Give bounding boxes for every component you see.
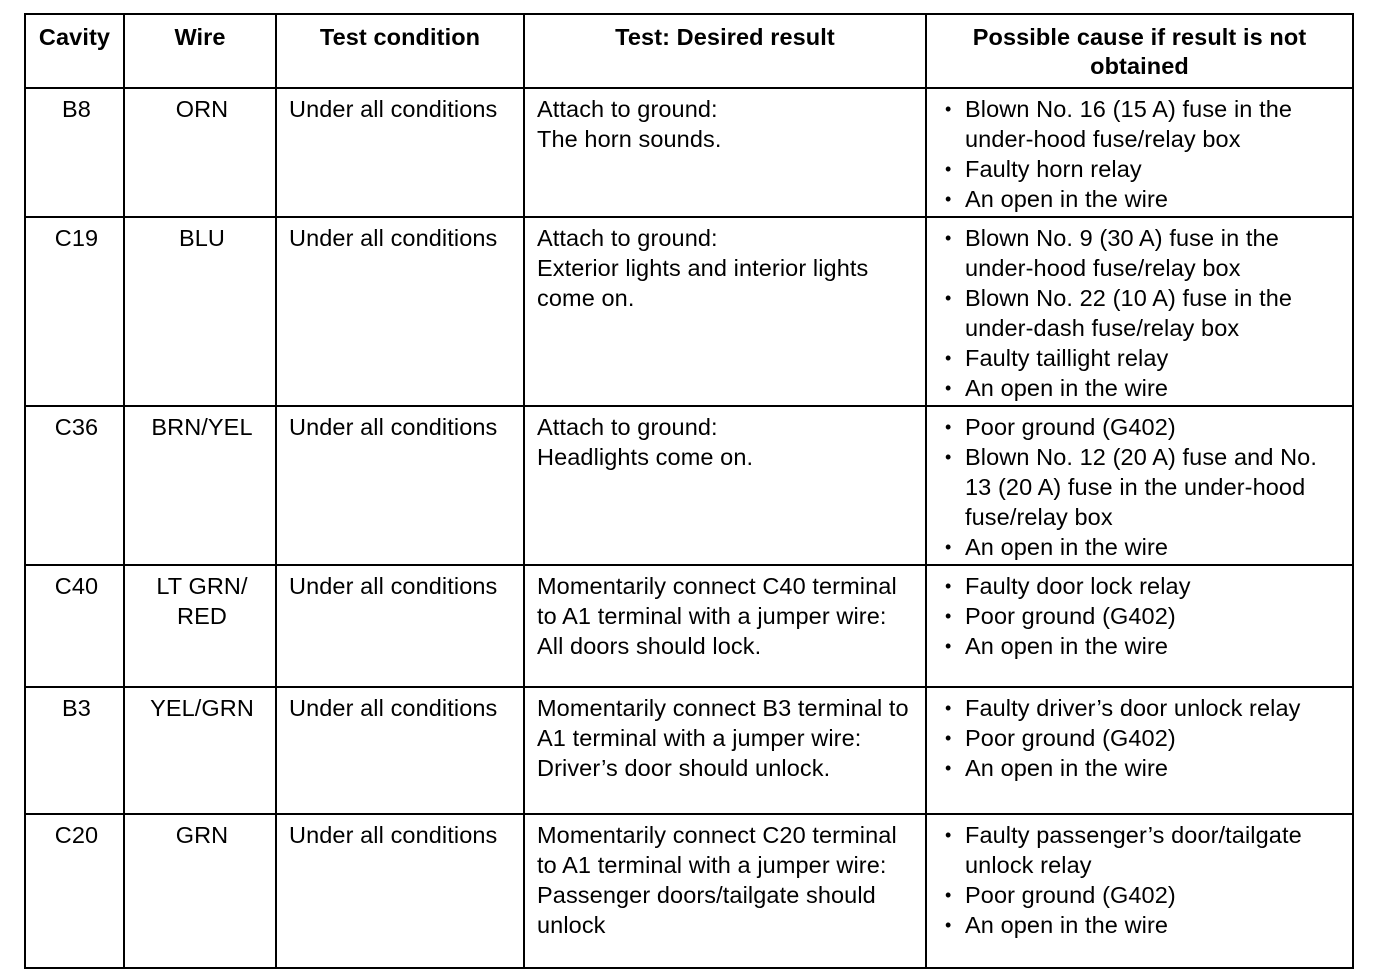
cause-text: Blown No. 22 (10 A) fuse in the under-dash fuse/relay box <box>965 285 1293 341</box>
cause-item <box>939 412 1344 442</box>
bullet-icon: • <box>945 825 952 845</box>
cavity-cell: C20 <box>25 814 124 968</box>
condition-cell: Under all conditions <box>276 406 524 565</box>
cause-item <box>939 910 1344 940</box>
bullet-icon: • <box>945 758 952 778</box>
cause-item <box>939 343 1344 373</box>
result-line: Passenger doors/tailgate should unlock <box>537 882 876 938</box>
cavity-cell: C40 <box>25 565 124 687</box>
cause-item <box>939 693 1344 723</box>
condition-cell: Under all conditions <box>276 565 524 687</box>
cause-cell <box>926 565 1353 687</box>
cavity-cell: C36 <box>25 406 124 565</box>
wire-cell: GRN <box>124 814 276 968</box>
cause-list <box>939 571 1344 661</box>
cause-text: An open in the wire <box>965 912 1169 938</box>
bullet-icon: • <box>945 417 952 437</box>
cause-text: An open in the wire <box>965 755 1169 781</box>
cause-list <box>939 412 1344 562</box>
header-wire: Wire <box>124 14 276 88</box>
table-row <box>25 88 1353 217</box>
cause-text: Poor ground (G402) <box>965 882 1176 908</box>
wire-cell: BLU <box>124 217 276 406</box>
cause-cell <box>926 687 1353 814</box>
bullet-icon: • <box>945 288 952 308</box>
test-table-container <box>24 13 1352 969</box>
cause-cell <box>926 88 1353 217</box>
bullet-icon: • <box>945 885 952 905</box>
bullet-icon: • <box>945 915 952 935</box>
cause-item <box>939 154 1344 184</box>
result-line: Momentarily connect B3 terminal to A1 terminal with a jumper wire: <box>537 695 909 751</box>
result-cell <box>524 88 926 217</box>
bullet-icon: • <box>945 228 952 248</box>
cause-list <box>939 223 1344 403</box>
cause-text: An open in the wire <box>965 186 1169 212</box>
cavity-cell: B8 <box>25 88 124 217</box>
wire-cell: BRN/YEL <box>124 406 276 565</box>
result-cell <box>524 217 926 406</box>
cause-item <box>939 532 1344 562</box>
condition-cell: Under all conditions <box>276 88 524 217</box>
bullet-icon: • <box>945 99 952 119</box>
wire-cell: ORN <box>124 88 276 217</box>
bullet-icon: • <box>945 606 952 626</box>
cause-text: Poor ground (G402) <box>965 603 1176 629</box>
table-row <box>25 814 1353 968</box>
result-line: Momentarily connect C40 terminal to A1 terminal with a jumper wire: <box>537 573 897 629</box>
cause-text: Faulty passenger’s door/tailgate unlock relay <box>965 822 1302 878</box>
result-line: The horn sounds. <box>537 126 722 152</box>
result-line: Exterior lights and interior lights come on. <box>537 255 869 311</box>
table-row <box>25 565 1353 687</box>
connector-test-table <box>24 13 1354 969</box>
table-row <box>25 406 1353 565</box>
condition-cell: Under all conditions <box>276 814 524 968</box>
bullet-icon: • <box>945 537 952 557</box>
bullet-icon: • <box>945 698 952 718</box>
cause-item <box>939 880 1344 910</box>
cause-list <box>939 94 1344 214</box>
table-row <box>25 217 1353 406</box>
cause-text: Blown No. 12 (20 A) fuse and No. 13 (20 A) fuse in the under-hood fuse/relay box <box>965 444 1317 530</box>
bullet-icon: • <box>945 378 952 398</box>
header-possible-cause: Possible cause if result is not obtained <box>926 14 1353 88</box>
cause-list <box>939 693 1344 783</box>
cause-item <box>939 753 1344 783</box>
cause-item <box>939 631 1344 661</box>
cause-text: Faulty taillight relay <box>965 345 1169 371</box>
header-cavity: Cavity <box>25 14 124 88</box>
cause-text: Poor ground (G402) <box>965 725 1176 751</box>
cause-item <box>939 223 1344 283</box>
result-line: Driver’s door should unlock. <box>537 755 831 781</box>
condition-cell: Under all conditions <box>276 217 524 406</box>
bullet-icon: • <box>945 576 952 596</box>
result-line: Attach to ground: <box>537 414 718 440</box>
condition-cell: Under all conditions <box>276 687 524 814</box>
cause-item <box>939 184 1344 214</box>
cause-cell <box>926 217 1353 406</box>
result-line: Attach to ground: <box>537 96 718 122</box>
result-cell <box>524 687 926 814</box>
result-line: Momentarily connect C20 terminal to A1 terminal with a jumper wire: <box>537 822 897 878</box>
cause-item <box>939 571 1344 601</box>
result-line: All doors should lock. <box>537 633 762 659</box>
result-cell <box>524 565 926 687</box>
bullet-icon: • <box>945 348 952 368</box>
cavity-cell: B3 <box>25 687 124 814</box>
bullet-icon: • <box>945 159 952 179</box>
cause-cell <box>926 814 1353 968</box>
result-line: Headlights come on. <box>537 444 754 470</box>
cavity-cell: C19 <box>25 217 124 406</box>
cause-item <box>939 373 1344 403</box>
header-desired-result: Test: Desired result <box>524 14 926 88</box>
bullet-icon: • <box>945 636 952 656</box>
cause-text: An open in the wire <box>965 633 1169 659</box>
cause-text: An open in the wire <box>965 534 1169 560</box>
cause-item <box>939 601 1344 631</box>
cause-item <box>939 94 1344 154</box>
cause-item <box>939 283 1344 343</box>
cause-text: Faulty driver’s door unlock relay <box>965 695 1301 721</box>
cause-item <box>939 820 1344 880</box>
bullet-icon: • <box>945 447 952 467</box>
bullet-icon: • <box>945 728 952 748</box>
result-cell <box>524 406 926 565</box>
cause-item <box>939 723 1344 753</box>
header-test-condition: Test condition <box>276 14 524 88</box>
cause-text: Faulty door lock relay <box>965 573 1191 599</box>
wire-cell: YEL/GRN <box>124 687 276 814</box>
cause-text: An open in the wire <box>965 375 1169 401</box>
cause-cell <box>926 406 1353 565</box>
result-cell <box>524 814 926 968</box>
cause-text: Poor ground (G402) <box>965 414 1176 440</box>
cause-list <box>939 820 1344 940</box>
header-row <box>25 14 1353 88</box>
bullet-icon: • <box>945 189 952 209</box>
cause-item <box>939 442 1344 532</box>
wire-cell: LT GRN/ RED <box>124 565 276 687</box>
cause-text: Blown No. 16 (15 A) fuse in the under-hood fuse/relay box <box>965 96 1293 152</box>
table-row <box>25 687 1353 814</box>
cause-text: Faulty horn relay <box>965 156 1142 182</box>
cause-text: Blown No. 9 (30 A) fuse in the under-hood fuse/relay box <box>965 225 1279 281</box>
result-line: Attach to ground: <box>537 225 718 251</box>
